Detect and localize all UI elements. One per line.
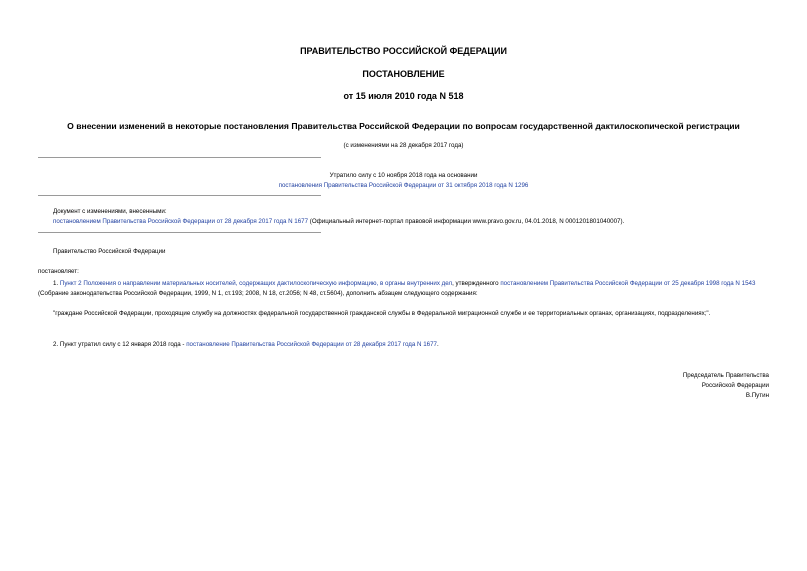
repeal-link[interactable]: постановления Правительства Российской Федерации от 31 октября 2018 года N 1296	[278, 182, 529, 189]
paragraph-2-end: .	[437, 341, 439, 348]
paragraph-1-number: 1.	[53, 280, 60, 287]
resolution-1677-link[interactable]: постановление Правительства Российской Федерации от 28 декабря 2017 года N 1677	[186, 341, 437, 348]
signature-block	[683, 371, 769, 401]
paragraph-1-mid: , утвержденного	[452, 280, 501, 287]
amendment-link[interactable]: постановлением Правительства Российской Федерации от 28 декабря 2017 года N 1677	[53, 218, 309, 225]
divider	[38, 157, 321, 158]
changes-source: (Официальный интернет-портал правовой информации www.pravo.gov.ru, 04.01.2018, N 0001201801040007).	[308, 218, 625, 225]
signature-name: В.Путин	[745, 392, 769, 399]
resolution-1543-link[interactable]: постановлением Правительства Российской Федерации от 25 декабря 1998 года N 1543	[500, 280, 756, 287]
edition-note: (с изменениями на 28 декабря 2017 года)	[343, 142, 464, 149]
paragraph-1	[38, 279, 769, 299]
government-heading: ПРАВИТЕЛЬСТВО РОССИЙСКОЙ ФЕДЕРАЦИИ	[300, 46, 507, 56]
signature-position-2: Российской Федерации	[701, 382, 769, 389]
status-line: Утратило силу с 10 ноября 2018 года на основании	[329, 172, 478, 179]
paragraph-2-text: 2. Пункт утратил силу с 12 января 2018 года -	[53, 341, 187, 348]
issuer: Правительство Российской Федерации	[53, 248, 166, 255]
paragraph-2	[38, 340, 769, 350]
document-type: ПОСТАНОВЛЕНИЕ	[362, 69, 445, 79]
document-title: О внесении изменений в некоторые постановления Правительства Российской Федерации по вопросам государственной дактилоскопической регистрации	[67, 121, 740, 131]
changes-intro: Документ с изменениями, внесенными:	[53, 208, 167, 215]
signature-position-1: Председатель Правительства	[682, 372, 769, 379]
paragraph-1-tail: (Собрание законодательства Российской Федерации, 1999, N 1, ст.193; 2008, N 18, ст.2056; N 48, ст.5604), дополнить абзацем следующего содержания:	[38, 290, 478, 297]
regulation-link[interactable]: Пункт 2 Положения о направлении материальных носителей, содержащих дактилоскопическую информацию, в органы внутренних дел	[59, 280, 453, 287]
document-date-number: от 15 июля 2010 года N 518	[343, 91, 464, 101]
quoted-text: "граждане Российской Федерации, проходящие службу на должностях федеральной государственной гражданской службы в Федеральной миграционной службе и ее территориальных органах, организациях, подразделениях;".	[53, 310, 711, 317]
resolves-text: постановляет:	[38, 268, 79, 275]
divider	[38, 195, 321, 196]
divider	[38, 232, 321, 233]
changes-line	[53, 217, 624, 227]
